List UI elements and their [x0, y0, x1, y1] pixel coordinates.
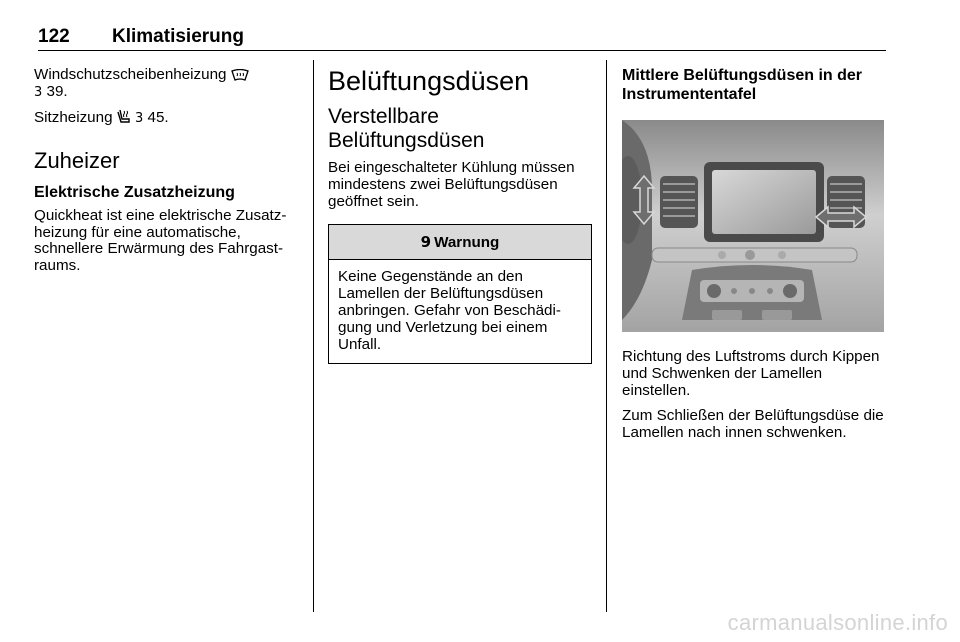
page-number: 122 [38, 26, 70, 47]
section-heading-air-vents: Belüftungsdüsen [328, 66, 530, 96]
column-divider-left [313, 60, 314, 612]
subheading-center-vents: Mittlere Belüftungsdüsen in der Instrumententafel [622, 67, 863, 103]
warning-title: Warnung [434, 233, 500, 251]
defroster-paragraph [34, 66, 300, 101]
column-right [622, 66, 888, 449]
column-middle [328, 66, 592, 364]
warning-header [329, 225, 591, 260]
defroster-page-ref[interactable]: 39. [46, 83, 68, 100]
page-header [38, 26, 886, 50]
quickheat-paragraph: Quickheat ist eine elektrische Zusatz-heizung für eine automatische, schnellere Erwärmung des Fahrgast-raums. [34, 207, 287, 274]
column-divider-right [606, 60, 607, 612]
watermark: carmanualsonline.info [727, 610, 948, 635]
header-rule [38, 50, 886, 51]
closing-paragraph: Zum Schließen der Belüftungsdüse die Lamellen nach innen schwenken. [622, 407, 884, 441]
airflow-paragraph: Richtung des Luftstroms durch Kippen und Schwenken der Lamellen einstellen. [622, 348, 880, 399]
seat-heating-text: Sitzheizung [34, 109, 113, 126]
page-title: Klimatisierung [112, 26, 244, 47]
warning-body: Keine Gegenstände an den Lamellen der Belüftungsdüsen anbringen. Gefahr von Beschädi-gung und Verletzung bei einem Unfall. [338, 268, 561, 353]
warning-icon: 9 [420, 232, 432, 251]
subheading-electric-heater: Elektrische Zusatzheizung [34, 184, 235, 201]
xref-icon: 3 [135, 111, 144, 126]
seat-heating-page-ref[interactable]: 45. [147, 109, 169, 126]
defroster-text: Windschutzscheibenheizung [34, 66, 227, 83]
column-left [34, 66, 300, 282]
section-heading-auxiliary-heater: Zuheizer [34, 148, 120, 173]
cooling-paragraph: Bei eingeschalteter Kühlung müssen mindestens zwei Belüftungsdüsen geöffnet sein. [328, 159, 575, 210]
warning-box [328, 224, 592, 364]
dashboard-vents-photo [622, 120, 884, 332]
seat-heating-paragraph [34, 109, 300, 127]
seat-heating-icon [117, 109, 131, 124]
xref-icon: 3 [34, 85, 43, 100]
windshield-heating-icon [231, 69, 249, 81]
subheading-adjustable-vents: Verstellbare Belüftungsdüsen [328, 105, 485, 152]
